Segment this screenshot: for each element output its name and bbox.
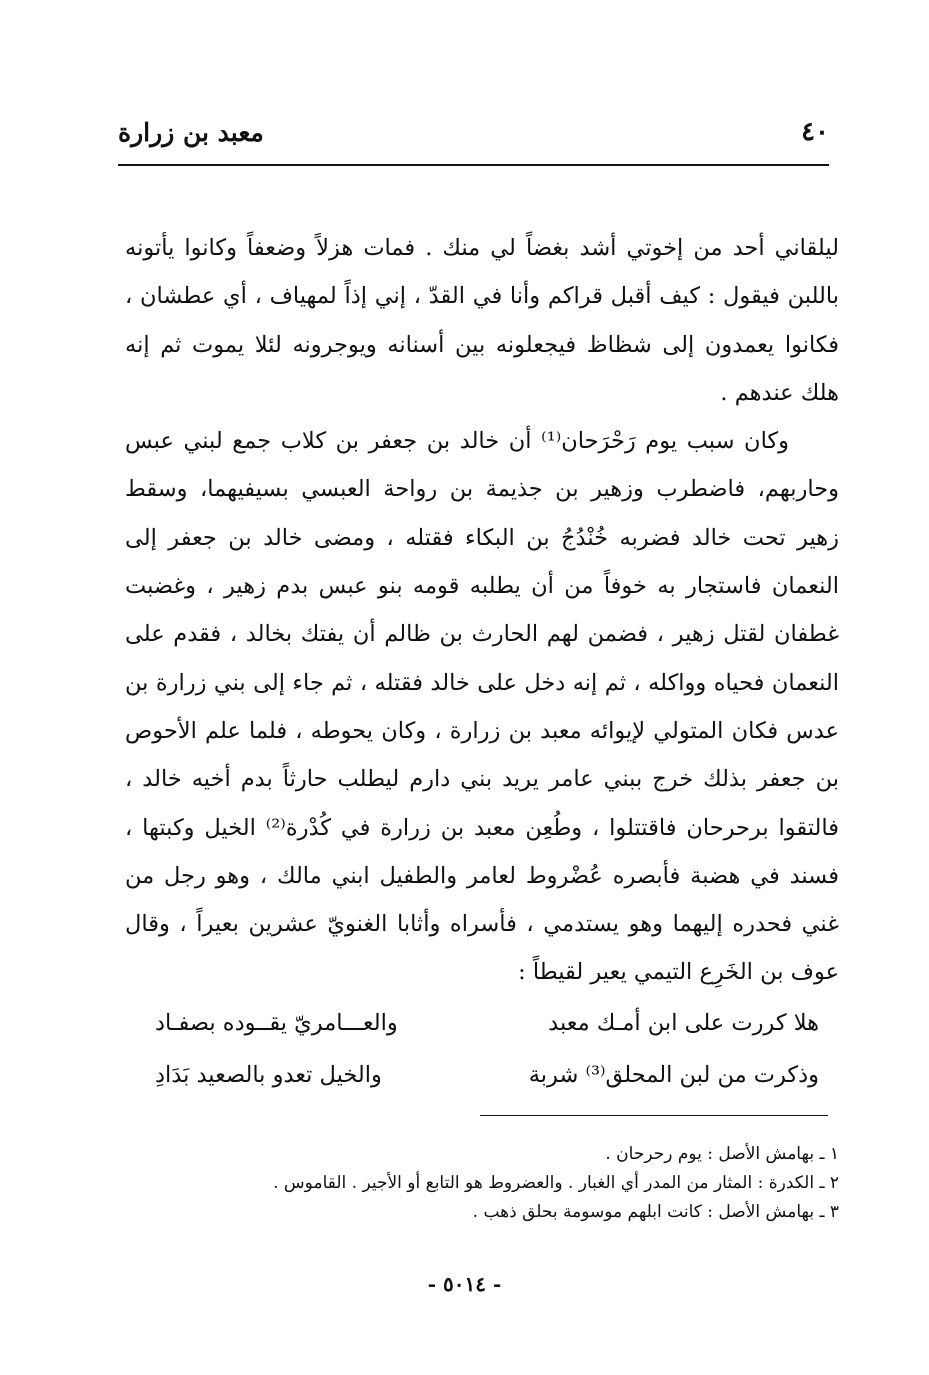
page-number: ٤٠ (801, 117, 829, 147)
verse-first-hemistich: وذكرت من لبن المحلق⁽³⁾ شربة (528, 1061, 819, 1088)
verse-line (155, 1049, 819, 1101)
header-rule (118, 164, 829, 166)
footnotes (120, 1140, 839, 1227)
verse-second-hemistich: والعـــامريّ يقــوده بصفـاد (155, 1009, 398, 1036)
running-title: معبد بن زرارة (118, 117, 264, 147)
verse-second-hemistich: والخيل تعدو بالصعيد بَدَادِ (155, 1061, 382, 1088)
footnote-1: ١ ـ بهامش الأصل : يوم رحرحان . (605, 1144, 839, 1164)
poem (125, 997, 839, 1101)
paragraph-2: وكان سبب يوم رَحْرَحان⁽¹⁾ أن خالد بن جعفر بن كلاب جمع لبني عبس وحاربهم، فاضطرب وزهير بن جذيمة بن رواحة العبسي بسيفيهما، وسقط زهير تحت خالد فضربه خُنْدُجُ بن البكاء فقتله ، ومضى خالد بن جعفر إلى النعمان فاستجار به خوفاً من أن يطلبه قومه بنو عبس بدم زهير ، وغضبت غطفان لقتل زهير ، فضمن لهم الحارث بن ظالم أن يفتك بخالد ، فقدم على النعمان فحياه وواكله ، ثم إنه دخل على خالد فقتله ، ثم جاء إلى بني زرارة بن عدس فكان المتولي لإيوائه معبد بن زرارة ، وكان يحوطه ، فلما علم الأحوص بن جعفر بذلك خرج ببني عامر يريد بني دارم ليطلب حارثاً بدم أخيه خالد ، فالتقوا برحرحان فاقتتلوا ، وطُعِن معبد بن زرارة في كُدْرة⁽²⁾ الخيل وكبتها ، فسند في هضبة فأبصره عُضْروط لعامر والطفيل ابني مالك ، وهو رجل من غني فحدره إليهما وهو يستدمي ، فأسراه وأثابا الغنويّ عشرين بعيراً ، وقال عوف بن الخَرِع التيمي يعير لقيطاً : (125, 428, 839, 986)
folio-number: - ٥٠١٤ - (427, 1272, 502, 1296)
footnote-3: ٣ ـ بهامش الأصل : كانت ابلهم موسومة بحلق ذهب . (472, 1202, 839, 1222)
paragraph-1: ليلقاني أحد من إخوتي أشد بغضاً لي منك . فمات هزلاً وضعفاً وكانوا يأتونه باللبن فيقول : كيف أقبل قراكم وأنا في القدّ ، إني إذاً لمهياف ، أي عطشان ، فكانوا يعمدون إلى شظاظ فيجعلونه بين أسنانه ويوجرونه لئلا يموت ثم إنه هلك عندهم . (125, 235, 839, 406)
footnote-rule (480, 1115, 828, 1116)
verse-first-hemistich: هلا كررت على ابن أمـك معبد (548, 1009, 819, 1036)
main-text (125, 224, 839, 1101)
verse-line (155, 997, 819, 1049)
page-header (118, 112, 829, 152)
footnote-2: ٢ ـ الكدرة : المثار من المدر أي الغبار . والعضروط هو التابع أو الأجير . القاموس . (273, 1173, 839, 1193)
